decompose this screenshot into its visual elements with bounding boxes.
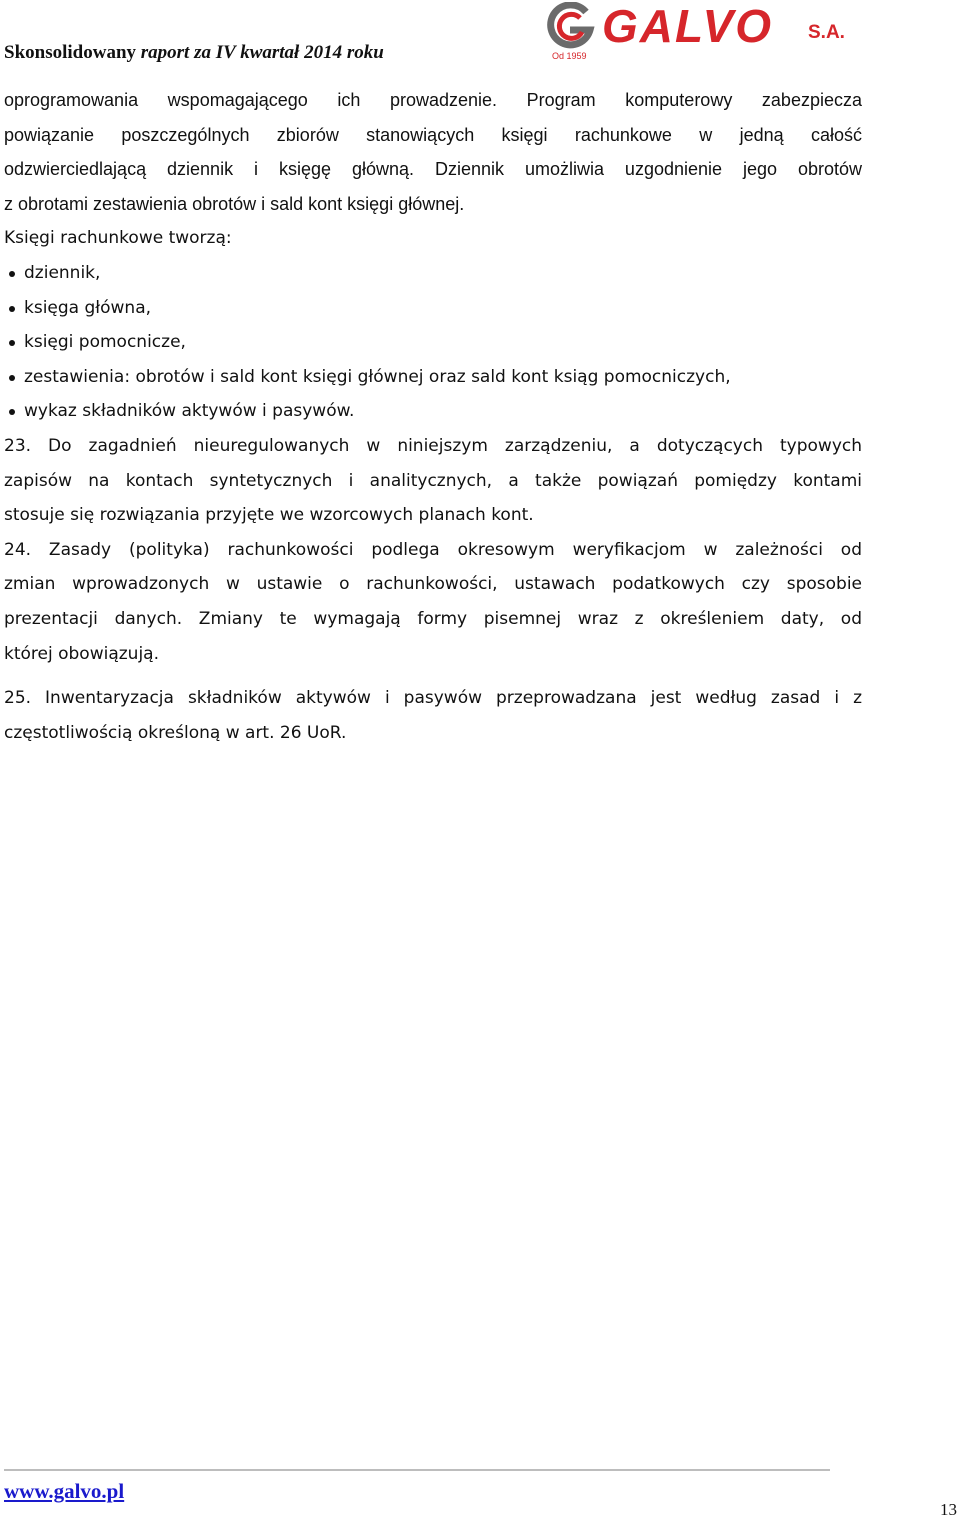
report-title: Skonsolidowany raport za IV kwartał 2014 roku xyxy=(4,42,384,63)
paragraph-gap xyxy=(4,671,862,681)
text-line: odzwierciedlającą dziennik i księgę główną. Dziennik umożliwia uzgodnienie jego obrotów xyxy=(4,159,862,180)
list-item: księga główna, xyxy=(4,291,862,326)
paragraph-24-line: zmian wprowadzonych w ustawie o rachunkowości, ustawach podatkowych czy sposobie xyxy=(4,574,862,595)
paragraph-23-line: zapisów na kontach syntetycznych i analitycznych, a także powiązań pomiędzy kontami xyxy=(4,470,862,491)
text-line: z obrotami zestawienia obrotów i sald kont księgi głównej. xyxy=(4,193,465,214)
paragraph-23-line: stosuje się rozwiązania przyjęte we wzorcowych planach kont. xyxy=(4,505,534,526)
text-line: powiązanie poszczególnych zbiorów stanowiących księgi rachunkowe w jedną całość xyxy=(4,124,862,145)
paragraph-24-line: której obowiązują. xyxy=(4,643,159,664)
page-number: 13 xyxy=(940,1500,957,1519)
paragraph-25-line: 25. Inwentaryzacja składników aktywów i pasywów przeprowadzana jest według zasad i z xyxy=(4,688,862,709)
document-body xyxy=(4,83,862,750)
logo-since: Od 1959 xyxy=(552,51,587,61)
paragraph-24-line: prezentacji danych. Zmiany te wymagają formy pisemnej wraz z określeniem daty, od xyxy=(4,608,862,629)
footer-website-link[interactable]: www.galvo.pl xyxy=(4,1479,125,1503)
paragraph-24-line: 24. Zasady (polityka) rachunkowości podlega okresowym weryfikacjom w zależności od xyxy=(4,539,862,560)
logo-wordmark: GALVO xyxy=(602,0,774,52)
list-item: księgi pomocnicze, xyxy=(4,325,862,360)
text-line: oprogramowania wspomagającego ich prowadzenie. Program komputerowy zabezpiecza xyxy=(4,90,862,110)
footer-divider xyxy=(4,1469,830,1471)
list-item: wykaz składników aktywów i pasywów. xyxy=(4,394,862,429)
list-item: dziennik, xyxy=(4,256,862,291)
paragraph-25-line: częstotliwością określoną w art. 26 UoR. xyxy=(4,722,347,743)
paragraph-23-line: 23. Do zagadnień nieuregulowanych w niniejszym zarządzeniu, a dotyczących typowych xyxy=(4,435,862,456)
list-item: zestawienia: obrotów i sald kont księgi głównej oraz sald kont ksiąg pomocniczych, xyxy=(4,360,862,395)
text-line: Księgi rachunkowe tworzą: xyxy=(4,228,232,249)
logo-suffix: S.A. xyxy=(808,22,845,43)
galvo-logo-mark-icon xyxy=(540,2,596,50)
company-logo xyxy=(538,0,868,64)
